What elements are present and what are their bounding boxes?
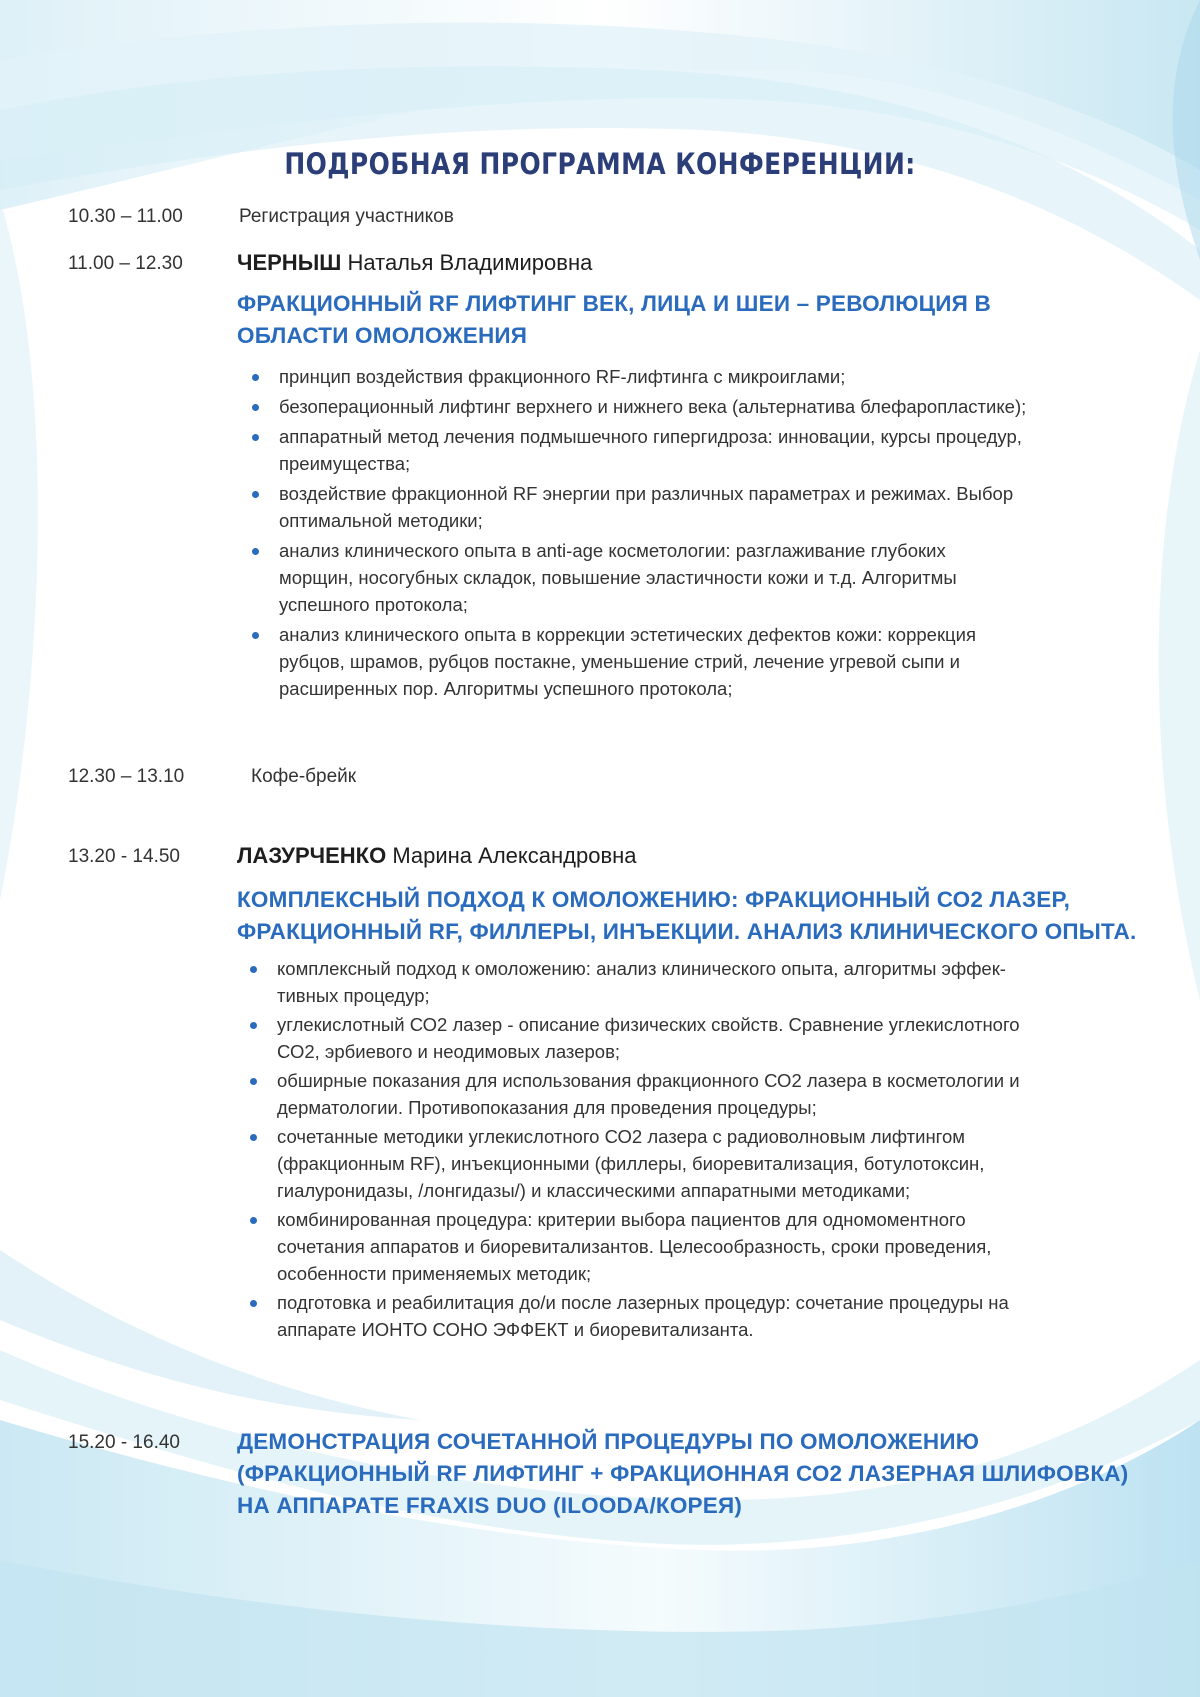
list-item-line: анализ клинического опыта в коррекции эстетических дефектов кожи: коррекция <box>279 624 977 645</box>
list-item-line: аппарате ИОНТО СОНО ЭФФЕКТ и биоревитализанта. <box>277 1319 754 1340</box>
break-text: Кофе-брейк <box>251 766 357 787</box>
list-item <box>251 393 1101 420</box>
list-item <box>249 1289 1099 1343</box>
list-item-line: успешного протокола; <box>279 594 468 615</box>
list-item-line: сочетания аппаратов и биоревитализантов. Целесообразность, сроки проведения, <box>277 1236 992 1257</box>
list-item <box>249 1011 1099 1065</box>
list-item <box>251 621 1101 702</box>
list-item <box>249 955 1099 1009</box>
list-item-line: (фракционным RF), инъекционными (филлеры, биоревитализация, ботулотоксин, <box>277 1153 985 1174</box>
session1-topic-line: ФРАКЦИОННЫЙ RF ЛИФТИНГ ВЕК, ЛИЦА И ШЕИ – РЕВОЛЮЦИЯ В <box>237 291 991 316</box>
list-item <box>251 423 1101 477</box>
session1-time: 11.00 – 12.30 <box>68 253 183 274</box>
list-item-line: особенности применяемых методик; <box>277 1263 592 1284</box>
session2-topic-line: КОМПЛЕКСНЫЙ ПОДХОД К ОМОЛОЖЕНИЮ: ФРАКЦИОННЫЙ СО2 ЛАЗЕР, <box>237 887 1071 912</box>
registration-time: 10.30 – 11.00 <box>68 206 183 227</box>
session1-speaker-rest: Наталья Владимировна <box>347 250 593 275</box>
session1-speaker-last: ЧЕРНЫШ <box>237 250 342 275</box>
session2-topic-line: ФРАКЦИОННЫЙ RF, ФИЛЛЕРЫ, ИНЪЕКЦИИ. АНАЛИЗ КЛИНИЧЕСКОГО ОПЫТА. <box>237 919 1137 944</box>
list-item <box>251 480 1101 534</box>
list-item-line: оптимальной методики; <box>279 510 483 531</box>
list-item-line: сочетанные методики углекислотного СО2 лазера с радиоволновым лифтингом <box>277 1126 966 1147</box>
list-item-line: аппаратный метод лечения подмышечного гипергидроза: инновации, курсы процедур, <box>279 426 1022 447</box>
list-item <box>249 1123 1099 1204</box>
registration-text: Регистрация участников <box>239 206 454 227</box>
session1-topic-line: ОБЛАСТИ ОМОЛОЖЕНИЯ <box>237 323 528 348</box>
list-item <box>251 537 1101 618</box>
list-item <box>249 1206 1099 1287</box>
list-item-line: тивных процедур; <box>277 985 430 1006</box>
session2-speaker-last: ЛАЗУРЧЕНКО <box>237 843 387 868</box>
list-item-line: принцип воздействия фракционного RF-лифтинга с микроиглами; <box>279 366 846 387</box>
session1-topic <box>237 288 1137 352</box>
session1-bullets <box>251 363 1101 705</box>
list-item-line: анализ клинического опыта в anti-age косметологии: разглаживание глубоких <box>279 540 946 561</box>
list-item <box>249 1067 1099 1121</box>
list-item-line: воздействие фракционной RF энергии при различных параметрах и режимах. Выбор <box>279 483 1014 504</box>
break-time: 12.30 – 13.10 <box>68 766 185 787</box>
list-item-line: дерматологии. Противопоказания для проведения процедуры; <box>277 1097 817 1118</box>
session2-speaker <box>237 843 637 869</box>
session2-time: 13.20 - 14.50 <box>68 846 180 867</box>
session2-topic <box>237 884 1137 948</box>
session2-speaker-rest: Марина Александровна <box>392 843 637 868</box>
page-title: ПОДРОБНАЯ ПРОГРАММА КОНФЕРЕНЦИИ: <box>284 147 916 181</box>
list-item-line: комплексный подход к омоложению: анализ клинического опыта, алгоритмы эффек- <box>277 958 1006 979</box>
demo-time: 15.20 - 16.40 <box>68 1432 180 1453</box>
demo-topic-line: (ФРАКЦИОННЫЙ RF ЛИФТИНГ + ФРАКЦИОННАЯ СО2 ЛАЗЕРНАЯ ШЛИФОВКА) <box>237 1461 1129 1486</box>
list-item-line: СО2, эрбиевого и неодимовых лазеров; <box>277 1041 621 1062</box>
list-item-line: обширные показания для использования фракционного СО2 лазера в косметологии и <box>277 1070 1020 1091</box>
list-item-line: гиалуронидазы, /лонгидазы/) и классическими аппаратными методиками; <box>277 1180 911 1201</box>
list-item-line: безоперационный лифтинг верхнего и нижнего века (альтернатива блефаропластике); <box>279 396 1027 417</box>
list-item-line: преимущества; <box>279 453 411 474</box>
demo-topic-line: ДЕМОНСТРАЦИЯ СОЧЕТАННОЙ ПРОЦЕДУРЫ ПО ОМОЛОЖЕНИЮ <box>237 1429 980 1454</box>
list-item-line: подготовка и реабилитация до/и после лазерных процедур: сочетание процедуры на <box>277 1292 1009 1313</box>
session1-speaker <box>237 250 592 276</box>
demo-topic-line: НА АППАРАТЕ FRAXIS DUO (ILOODA/КОРЕЯ) <box>237 1493 743 1518</box>
list-item-line: комбинированная процедура: критерии выбора пациентов для одномоментного <box>277 1209 966 1230</box>
list-item-line: рубцов, шрамов, рубцов постакне, уменьшение стрий, лечение угревой сыпи и <box>279 651 960 672</box>
demo-topic <box>237 1426 1137 1522</box>
list-item-line: расширенных пор. Алгоритмы успешного протокола; <box>279 678 733 699</box>
list-item-line: углекислотный СО2 лазер - описание физических свойств. Сравнение углекислотного <box>277 1014 1020 1035</box>
list-item-line: морщин, носогубных складок, повышение эластичности кожи и т.д. Алгоритмы <box>279 567 957 588</box>
list-item <box>251 363 1101 390</box>
session2-bullets <box>249 955 1099 1345</box>
